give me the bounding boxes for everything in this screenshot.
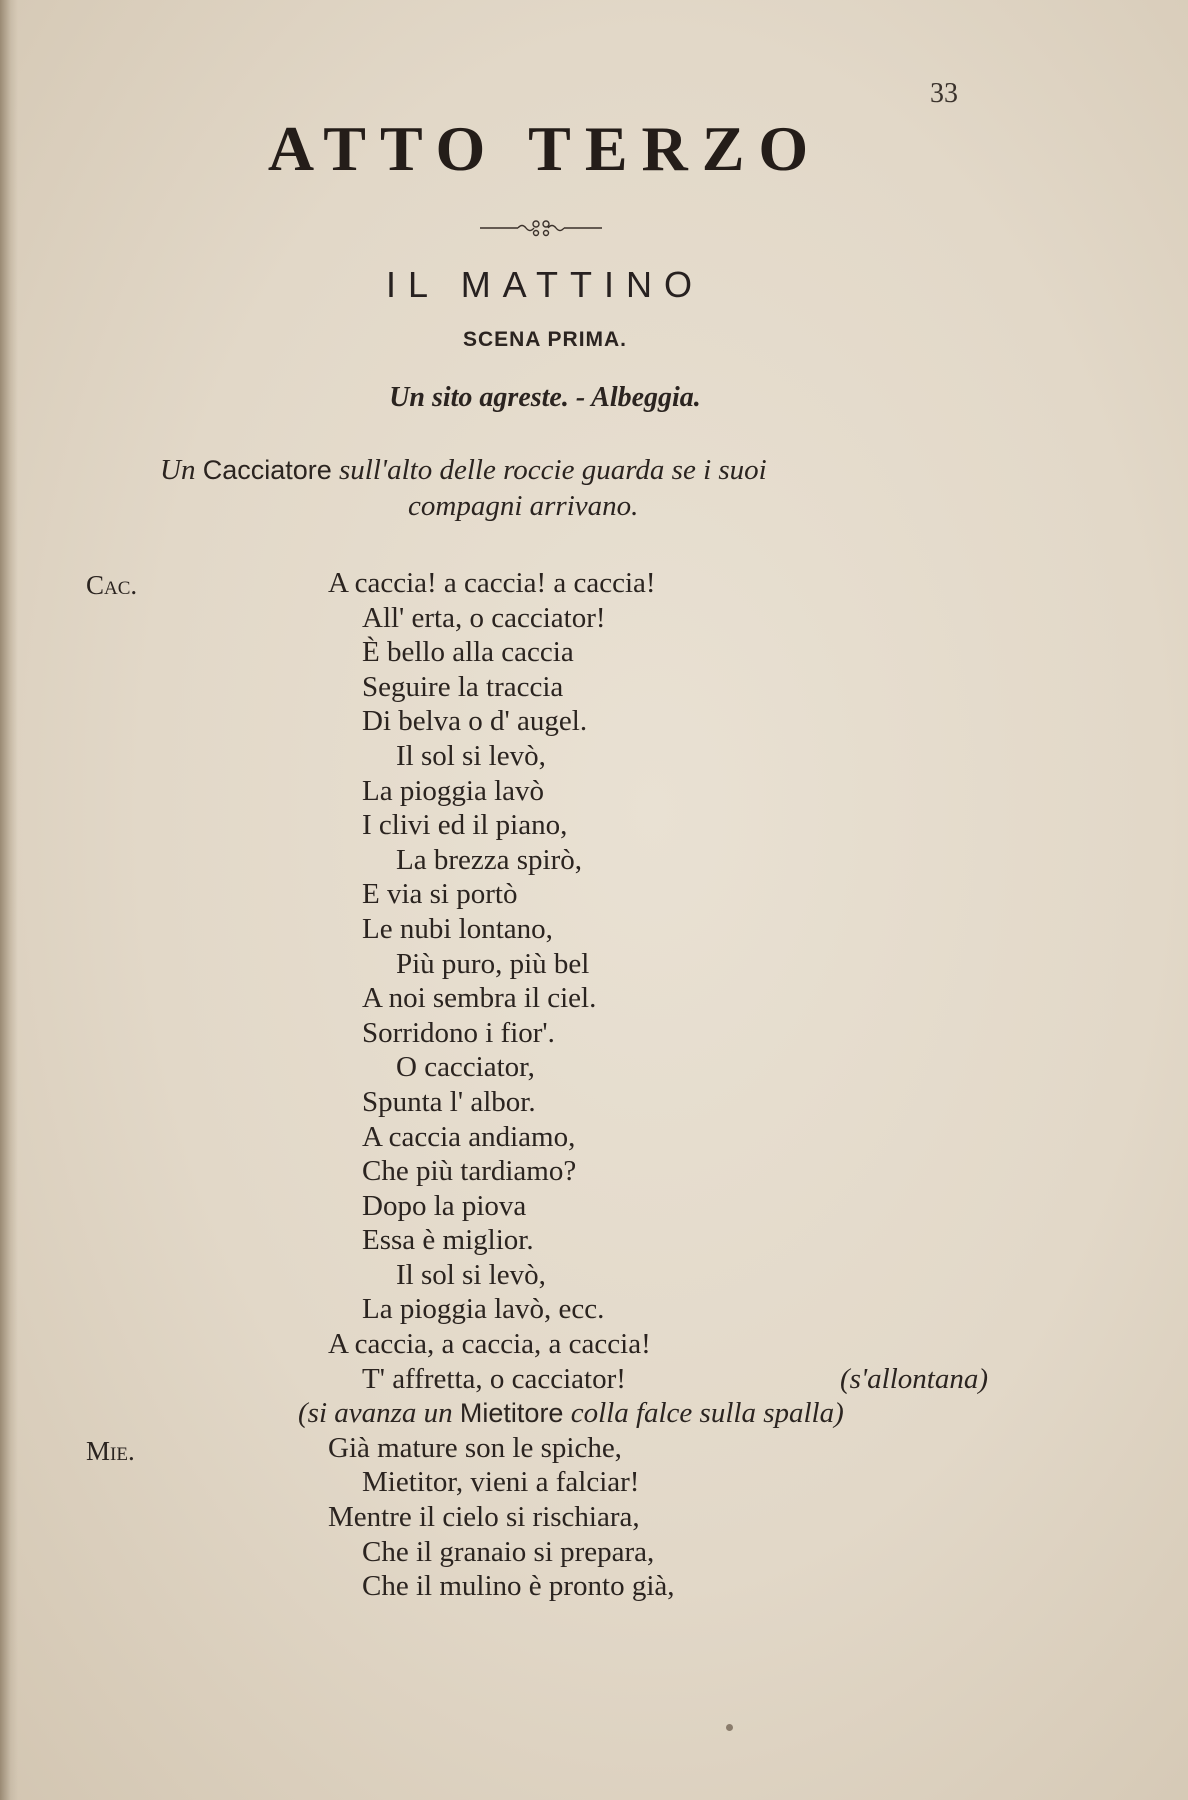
verse-text: Che il mulino è pronto già,: [362, 1570, 675, 1603]
verse-line: [0, 1500, 1000, 1535]
direction-character: Cacciatore: [202, 455, 332, 485]
verse-line: [0, 1154, 1000, 1189]
verse-line: [0, 1189, 1000, 1224]
verse-text: O cacciator,: [396, 1051, 535, 1084]
direction-line2: compagni arrivano.: [408, 490, 639, 522]
stage-aside: (s'allontana): [840, 1362, 988, 1395]
verse-text: È bello alla caccia: [362, 636, 574, 669]
verse-line: [0, 1223, 1000, 1258]
verse-text: Dopo la piova: [362, 1189, 527, 1222]
ornament-divider-icon: [478, 216, 604, 240]
verse-text: La brezza spirò,: [396, 843, 582, 876]
direction-post: sull'alto delle roccie guarda se i suoi: [339, 454, 767, 486]
verse-line: [0, 1569, 1000, 1604]
verse-text: Che il granaio si prepara,: [362, 1535, 655, 1568]
verse-text: A caccia, a caccia, a caccia!: [328, 1328, 651, 1361]
verse-line: [0, 1362, 1000, 1397]
opening-stage-direction: [160, 452, 767, 524]
verse-line: [0, 1535, 1000, 1570]
verse-text: La pioggia lavò, ecc.: [362, 1293, 605, 1326]
verse-line: [0, 1050, 1000, 1085]
verse-text: Spunta l' albor.: [362, 1085, 536, 1118]
verse-line: [0, 981, 1000, 1016]
mid-direction-character: Mietitore: [459, 1398, 564, 1429]
verse-line: [0, 1327, 1000, 1362]
speaker-mie: Mie.: [86, 1436, 135, 1466]
verse-text: T' affretta, o cacciator!: [362, 1362, 626, 1395]
verse-line: [0, 704, 1000, 739]
verse-text: Sorridono i fior'.: [362, 1016, 555, 1049]
verse-line: [0, 635, 1000, 670]
verse-line: [0, 1431, 1000, 1466]
scene-setting: Un sito agreste. - Albeggia.: [389, 382, 701, 413]
verse-text: Già mature son le spiche,: [328, 1431, 622, 1464]
mid-direction-pre: (si avanza un: [298, 1397, 453, 1430]
verse-line: [0, 877, 1000, 912]
verse-line: [0, 808, 1000, 843]
verse-text: Essa è miglior.: [362, 1224, 534, 1257]
verse-text: Mietitor, vieni a falciar!: [362, 1466, 640, 1499]
verse-line: [0, 566, 1000, 601]
verse-line: [0, 1465, 1000, 1500]
speaker-cac: Cac.: [86, 570, 138, 600]
mid-stage-direction: [298, 1396, 844, 1431]
verse-line: [0, 843, 1000, 878]
verse-text: E via si portò: [362, 878, 518, 911]
verse-text: Mentre il cielo si rischiara,: [328, 1501, 640, 1534]
verse-text: All' erta, o cacciator!: [362, 601, 606, 634]
verses-block: [0, 566, 1000, 1604]
verse-text: Seguire la traccia: [362, 670, 564, 703]
verse-text: A noi sembra il ciel.: [362, 982, 597, 1015]
verse-line: [0, 1120, 1000, 1155]
verse-text: Più puro, più bel: [396, 947, 590, 980]
verse-line: [0, 670, 1000, 705]
mie-verses: [0, 1431, 1000, 1604]
verse-text: La pioggia lavò: [362, 774, 545, 807]
verse-text: Che più tardiamo?: [362, 1155, 577, 1188]
act-title: ATTO TERZO: [267, 113, 823, 184]
verse-line: [0, 1016, 1000, 1051]
verse-line: [0, 947, 1000, 982]
verse-line: [0, 601, 1000, 636]
verse-line: [0, 774, 1000, 809]
page-number: 33: [930, 78, 958, 109]
verse-text: Di belva o d' augel.: [362, 705, 588, 738]
verse-line: [0, 912, 1000, 947]
scene-heading: SCENA PRIMA.: [462, 328, 628, 351]
verse-line: [0, 1292, 1000, 1327]
verse-text: Il sol si levò,: [396, 739, 546, 772]
verse-text: A caccia andiamo,: [362, 1120, 576, 1153]
paper-speck: [726, 1724, 733, 1731]
verse-line: [0, 1085, 1000, 1120]
verse-text: A caccia! a caccia! a caccia!: [328, 567, 656, 599]
verse-line: [0, 739, 1000, 774]
verse-text: I clivi ed il piano,: [362, 809, 568, 842]
stage-direction-row: [0, 1396, 1000, 1431]
verse-text: Le nubi lontano,: [362, 912, 553, 945]
verse-line: [0, 1258, 1000, 1293]
direction-pre: Un: [160, 454, 196, 486]
mid-direction-post: colla falce sulla spalla): [570, 1397, 844, 1430]
act-subtitle: IL MATTINO: [386, 264, 704, 305]
cac-verses: [0, 566, 1000, 1396]
verse-text: Il sol si levò,: [396, 1258, 546, 1291]
